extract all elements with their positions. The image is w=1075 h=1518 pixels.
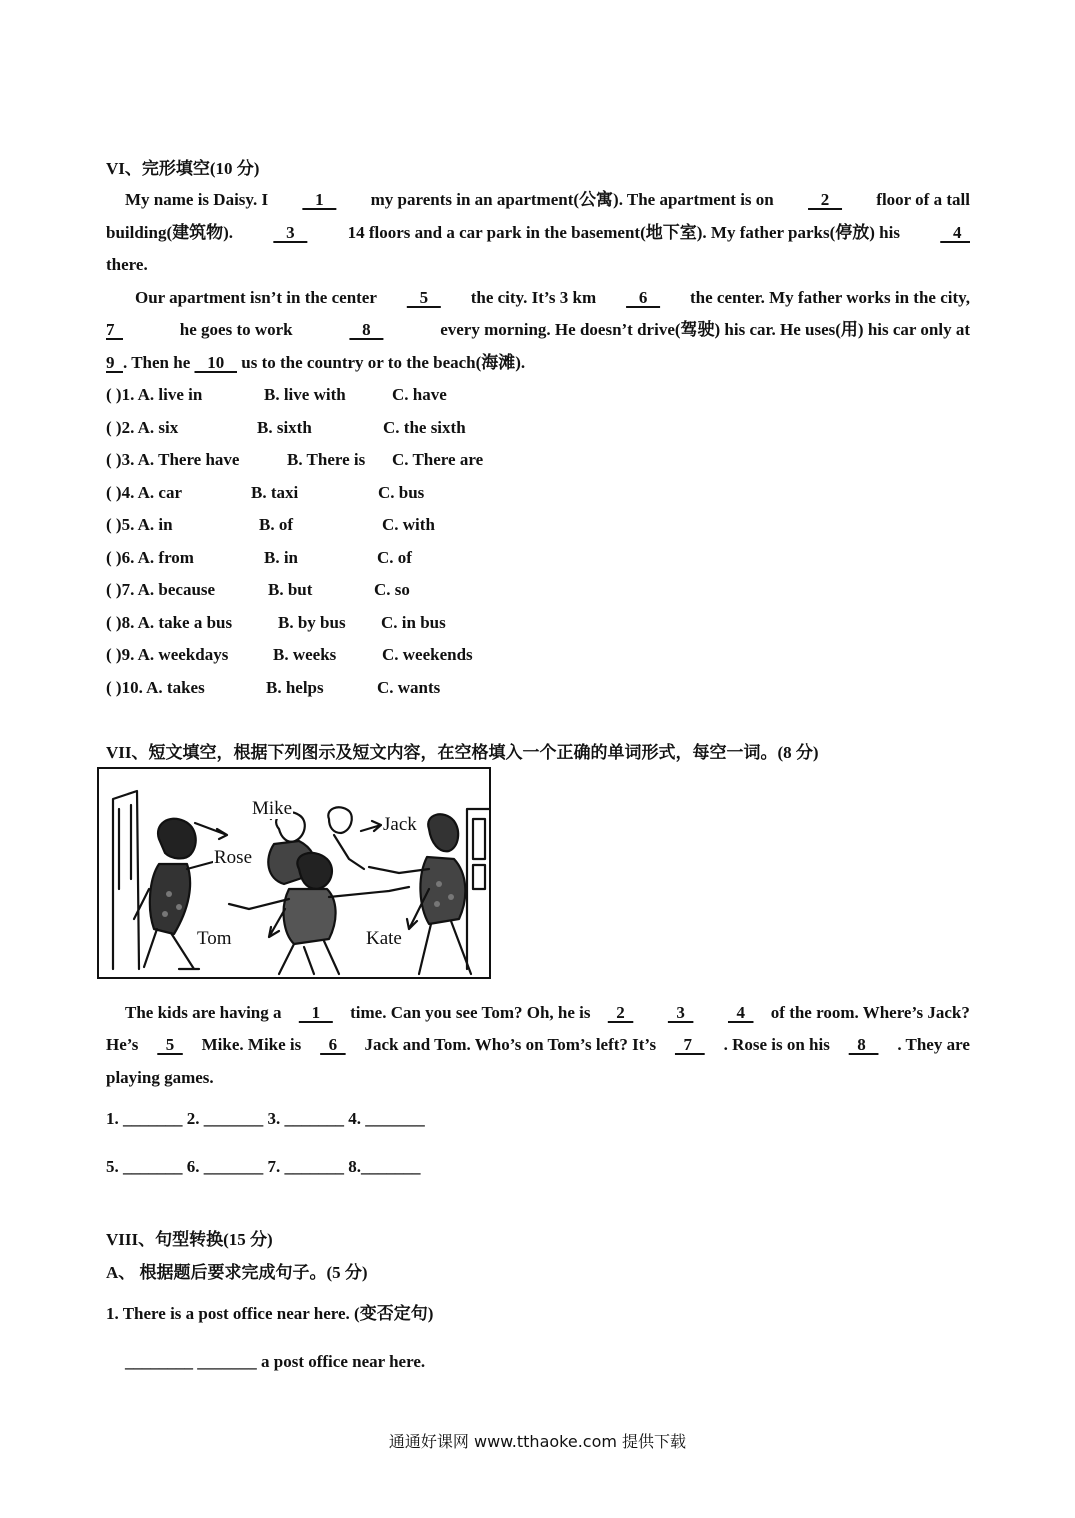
text: . Then he [123, 353, 195, 372]
text: building(建筑物). [106, 223, 234, 242]
text: Our apartment isn’t in the center [135, 288, 377, 307]
blank-6[interactable]: 6 [320, 1035, 346, 1054]
blank-5[interactable]: 5 [406, 288, 441, 307]
text: time. Can you see Tom? Oh, he is [350, 1003, 591, 1022]
text: Mike. Mike is [201, 1035, 302, 1054]
question-5: ( )5. A. in [106, 515, 173, 534]
blank-4[interactable]: 4 [727, 1003, 754, 1022]
answer-line-1[interactable]: 1. _______ 2. _______ 3. _______ 4. _______ [106, 1109, 425, 1128]
s6-p2-line2 [106, 319, 970, 341]
s7-p-line2 [106, 1034, 970, 1056]
option-b-1[interactable]: B. live with [264, 385, 346, 404]
label-rose: Rose [214, 847, 252, 868]
question-6: ( )6. A. from [106, 548, 194, 567]
blank-3[interactable]: 3 [667, 1003, 694, 1022]
option-c-2[interactable]: C. the sixth [383, 418, 466, 437]
text: floor of a tall [876, 190, 970, 209]
blank-10[interactable]: 10 [194, 353, 237, 372]
s6-p2-line3 [106, 352, 525, 374]
question-9: ( )9. A. weekdays [106, 645, 229, 664]
option-c-1[interactable]: C. have [392, 385, 447, 404]
blank-8[interactable]: 8 [848, 1035, 879, 1054]
text: the city. It’s 3 km [470, 288, 597, 307]
s6-p1-line1 [125, 189, 970, 211]
text: My name is Daisy. I [125, 190, 269, 209]
option-b-5[interactable]: B. of [259, 515, 293, 534]
s6-p1-line2 [106, 222, 970, 244]
label-kate: Kate [366, 928, 402, 949]
section-7-title: VII、短文填空，根据下列图示及短文内容，在空格填入一个正确的单词形式，每空一词。(8 分) [106, 743, 819, 762]
text: 14 floors and a car park in the basement(地下室). My father parks(停放) his [347, 223, 900, 242]
section-6-title: VI、完形填空(10 分) [106, 159, 260, 178]
text: . They are [897, 1035, 970, 1054]
text: of the room. Where’s Jack? [770, 1003, 970, 1022]
option-c-10[interactable]: C. wants [377, 678, 441, 697]
text: . Rose is on his [723, 1035, 830, 1054]
option-b-7[interactable]: B. but [268, 580, 313, 599]
blank-2[interactable]: 2 [808, 190, 843, 209]
blank-1[interactable]: 1 [298, 1003, 333, 1022]
question-7: ( )7. A. because [106, 580, 216, 599]
section-8-title: VIII、句型转换(15 分) [106, 1230, 273, 1249]
option-b-2[interactable]: B. sixth [257, 418, 312, 437]
question-1: ( )1. A. live in [106, 385, 203, 404]
blank-6[interactable]: 6 [626, 288, 661, 307]
option-b-3[interactable]: B. There is [287, 450, 366, 469]
option-b-9[interactable]: B. weeks [273, 645, 337, 664]
text: every morning. He doesn’t drive(驾驶) his car. He uses(用) his car only at [440, 320, 970, 339]
option-b-4[interactable]: B. taxi [251, 483, 299, 502]
question-1: 1. There is a post office near here. (变否定句) [106, 1304, 434, 1323]
blank-7[interactable]: 7 [674, 1035, 705, 1054]
text: The kids are having a [125, 1003, 282, 1022]
question-2: ( )2. A. six [106, 418, 179, 437]
blank-1[interactable]: 1 [302, 190, 337, 209]
blank-4[interactable]: 4 [940, 223, 970, 242]
text: Jack and Tom. Who’s on Tom’s left? It’s [364, 1035, 657, 1054]
option-c-3[interactable]: C. There are [392, 450, 484, 469]
section-8a-title: A、 根据题后要求完成句子。(5 分) [106, 1263, 368, 1282]
option-c-7[interactable]: C. so [374, 580, 410, 599]
blank-8[interactable]: 8 [349, 320, 384, 339]
option-b-6[interactable]: B. in [264, 548, 299, 567]
answer-line-2[interactable]: 5. _______ 6. _______ 7. _______ 8._______ [106, 1157, 421, 1176]
s7-p-line3: playing games. [106, 1068, 214, 1087]
blank-7[interactable]: 7 [106, 320, 123, 339]
label-mike: Mike [252, 798, 293, 819]
text: the center. My father works in the city, [689, 288, 970, 307]
kids-illustration [99, 769, 489, 977]
option-c-4[interactable]: C. bus [378, 483, 425, 502]
option-b-8[interactable]: B. by bus [278, 613, 346, 632]
option-c-9[interactable]: C. weekends [382, 645, 473, 664]
question-4: ( )4. A. car [106, 483, 183, 502]
label-jack: Jack [383, 814, 417, 835]
blank-3[interactable]: 3 [273, 223, 308, 242]
s6-p2-line1 [135, 287, 970, 309]
blank-5[interactable]: 5 [157, 1035, 183, 1054]
question-10: ( )10. A. takes [106, 678, 205, 697]
text: my parents in an apartment(公寓). The apartment is on [370, 190, 774, 209]
option-c-5[interactable]: C. with [382, 515, 435, 534]
label-tom: Tom [197, 928, 232, 949]
option-c-8[interactable]: C. in bus [381, 613, 446, 632]
text: us to the country or to the beach(海滩). [237, 353, 526, 372]
kids-picture [97, 767, 491, 979]
question-8: ( )8. A. take a bus [106, 613, 233, 632]
blank-2[interactable]: 2 [607, 1003, 634, 1022]
option-b-10[interactable]: B. helps [266, 678, 324, 697]
option-c-6[interactable]: C. of [377, 548, 412, 567]
question-1-answer[interactable]: ________ _______ a post office near here. [125, 1352, 426, 1371]
s6-p1-line3: there. [106, 255, 148, 274]
question-3: ( )3. A. There have [106, 450, 240, 469]
footer: 通通好课网 www.tthaoke.com 提供下载 [388, 1432, 687, 1451]
text: He’s [106, 1035, 139, 1054]
blank-9[interactable]: 9 [106, 353, 123, 372]
s7-p-line1 [125, 1002, 970, 1024]
text: he goes to work [179, 320, 293, 339]
